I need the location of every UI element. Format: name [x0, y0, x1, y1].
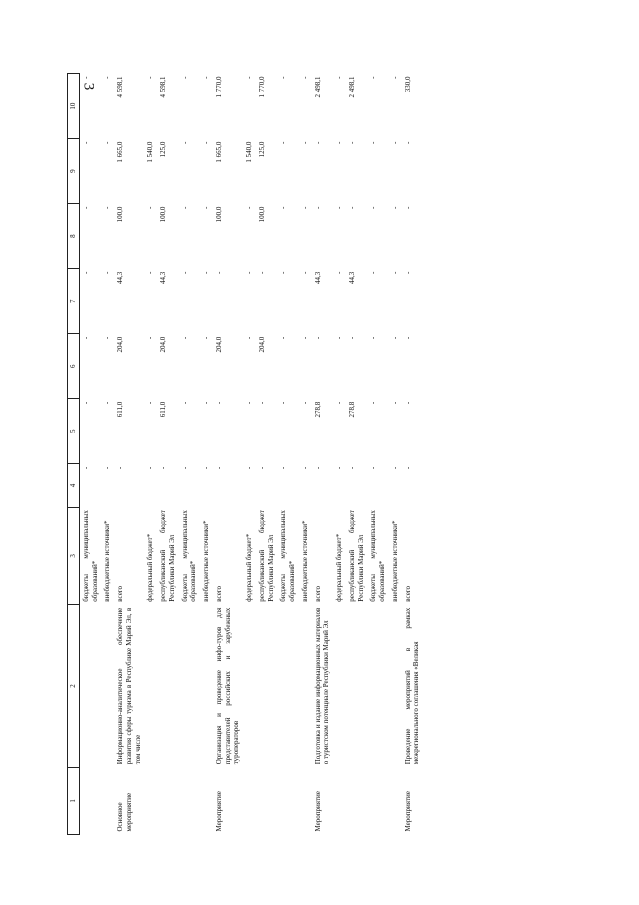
cell-col-3: внебюджетные источники*: [390, 520, 399, 602]
table-row: [389, 74, 402, 835]
cell-col-2: [346, 605, 368, 768]
cell-col-4: -: [146, 466, 155, 470]
cell-col-2: [101, 605, 114, 768]
table-row: [243, 74, 256, 835]
col-header-6: 6: [68, 334, 80, 399]
cell-col-7: -: [279, 271, 288, 275]
table-row: [256, 74, 278, 835]
cell-col-1: Основное мероприятие: [116, 792, 133, 832]
cell-col-7: -: [369, 271, 378, 275]
cell-col-5: -: [300, 401, 309, 405]
cell-col-3: федеральный бюджет*: [146, 533, 155, 602]
table-row: [179, 74, 201, 835]
cell-col-9: 1 665,0: [214, 141, 223, 163]
table-row: [346, 74, 368, 835]
cell-col-6: 204,0: [214, 336, 223, 353]
col-header-5: 5: [68, 399, 80, 464]
cell-col-3: федеральный бюджет*: [335, 533, 343, 602]
cell-col-6: -: [202, 336, 210, 340]
cell-col-6: 204,0: [159, 336, 167, 353]
cell-col-9: -: [403, 141, 412, 144]
cell-col-8: -: [347, 206, 356, 209]
cell-col-7: -: [403, 271, 412, 275]
cell-col-6: -: [279, 336, 288, 340]
cell-col-10: 1 770,0: [257, 76, 266, 98]
cell-col-3: всего: [313, 585, 322, 602]
cell-col-3: бюджеты муниципальных образований*: [369, 510, 386, 602]
table-row: [114, 74, 144, 835]
cell-col-10: -: [202, 76, 210, 79]
cell-col-10: 1 770,0: [214, 76, 223, 98]
cell-col-9: -: [300, 141, 309, 144]
col-header-9: 9: [68, 139, 80, 204]
cell-col-10: -: [245, 76, 253, 79]
cell-col-2: Проведение мероприятий в рамках межрегионального соглашения «Великая: [403, 607, 421, 765]
cell-col-6: -: [335, 336, 343, 340]
cell-col-7: -: [390, 271, 399, 275]
cell-col-8: 100,0: [116, 206, 124, 223]
cell-col-5: 611,0: [116, 401, 124, 418]
cell-col-8: -: [313, 206, 322, 209]
cell-col-7: -: [202, 271, 210, 275]
cell-col-6: 204,0: [257, 336, 266, 353]
cell-col-6: -: [369, 336, 378, 340]
cell-col-3: бюджеты муниципальных образований*: [81, 510, 99, 602]
cell-col-3: внебюджетные источники*: [300, 520, 309, 602]
table-row: [200, 74, 213, 835]
cell-col-2: [299, 605, 312, 768]
cell-col-3: внебюджетные источники*: [103, 520, 112, 602]
cell-col-3: федеральный бюджет*: [245, 533, 253, 602]
cell-col-8: -: [390, 206, 399, 209]
cell-col-3: всего: [116, 585, 124, 602]
table-row: [367, 74, 389, 835]
cell-col-7: -: [146, 271, 155, 275]
cell-col-9: -: [369, 141, 378, 144]
cell-col-8: -: [403, 206, 412, 209]
cell-col-6: 204,0: [116, 336, 124, 353]
cell-col-10: 4 598,1: [159, 76, 167, 98]
cell-col-3: республиканский бюджет Республики Марий Эл: [159, 510, 176, 602]
cell-col-5: -: [103, 401, 112, 405]
cell-col-7: -: [180, 271, 189, 275]
cell-col-1: [101, 767, 114, 834]
cell-col-5: -: [279, 401, 288, 405]
cell-col-1: [157, 767, 179, 834]
cell-col-3: всего: [403, 585, 412, 602]
cell-col-7: 44,3: [347, 271, 356, 284]
cell-col-6: -: [313, 336, 322, 340]
cell-col-5: -: [335, 401, 343, 405]
cell-col-5: -: [214, 401, 223, 405]
cell-col-10: 330,0: [403, 76, 412, 93]
cell-col-8: -: [245, 206, 253, 209]
cell-col-8: -: [335, 206, 343, 209]
cell-col-5: -: [403, 401, 412, 405]
table-row: [213, 74, 243, 835]
cell-col-10: -: [390, 76, 399, 79]
cell-col-2: [157, 605, 179, 768]
cell-col-8: 100,0: [159, 206, 167, 223]
budget-table-rotated: [67, 73, 451, 835]
cell-col-1: Мероприятие: [214, 791, 223, 832]
cell-col-7: 44,3: [313, 271, 322, 284]
cell-col-2: [333, 605, 346, 768]
cell-col-8: 100,0: [257, 206, 266, 223]
cell-col-10: -: [300, 76, 309, 79]
col-header-4: 4: [68, 464, 80, 507]
cell-col-3: бюджеты муниципальных образований*: [279, 510, 296, 602]
cell-col-10: -: [369, 76, 378, 79]
cell-col-2: [367, 605, 389, 768]
cell-col-1: [144, 767, 157, 834]
cell-col-8: -: [300, 206, 309, 209]
cell-col-5: -: [257, 401, 266, 405]
cell-col-9: -: [335, 141, 343, 144]
cell-col-6: -: [390, 336, 399, 340]
cell-col-10: -: [81, 76, 90, 79]
cell-col-5: 278,8: [313, 401, 322, 418]
cell-col-6: -: [300, 336, 309, 340]
cell-col-1: [200, 767, 213, 834]
cell-col-8: -: [202, 206, 210, 209]
cell-col-9: -: [390, 141, 399, 144]
table-row: [79, 74, 101, 835]
budget-table: [67, 73, 423, 835]
cell-col-5: -: [180, 401, 189, 405]
cell-col-8: -: [180, 206, 189, 209]
table-row: [333, 74, 346, 835]
cell-col-3: всего: [214, 585, 223, 602]
cell-col-7: -: [214, 271, 223, 275]
cell-col-4: -: [245, 466, 253, 470]
cell-col-5: -: [202, 401, 210, 405]
cell-col-1: Мероприятие: [313, 791, 322, 832]
cell-col-10: -: [103, 76, 112, 79]
cell-col-2: Организация и проведение инфо-туров для представителей российских и зарубежных туроператоров: [214, 607, 241, 765]
cell-col-5: -: [81, 401, 90, 405]
col-header-3: 3: [68, 507, 80, 605]
cell-col-10: 4 598,1: [116, 76, 124, 98]
table-row: [277, 74, 299, 835]
cell-col-4: -: [300, 466, 309, 470]
table-body: [79, 74, 423, 835]
cell-col-5: -: [146, 401, 155, 405]
cell-col-6: -: [180, 336, 189, 340]
cell-col-9: -: [347, 141, 356, 144]
table-row: [402, 74, 424, 835]
cell-col-1: [346, 767, 368, 834]
cell-col-10: 2 498,1: [347, 76, 356, 98]
cell-col-5: 611,0: [159, 401, 167, 418]
cell-col-9: 125,0: [159, 141, 167, 158]
table-row: [157, 74, 179, 835]
cell-col-6: -: [103, 336, 112, 340]
cell-col-9: 1 540,0: [146, 141, 155, 163]
table-row: [312, 74, 334, 835]
cell-col-7: 44,3: [159, 271, 167, 284]
cell-col-2: [179, 605, 201, 768]
cell-col-7: -: [81, 271, 90, 275]
cell-col-10: 2 498,1: [313, 76, 322, 98]
cell-col-5: -: [245, 401, 253, 405]
cell-col-7: -: [335, 271, 343, 275]
cell-col-10: -: [146, 76, 155, 79]
col-header-10: 10: [68, 74, 80, 139]
cell-col-1: [299, 767, 312, 834]
cell-col-8: -: [103, 206, 112, 209]
cell-col-4: -: [335, 466, 343, 470]
cell-col-8: 100,0: [214, 206, 223, 223]
cell-col-3: внебюджетные источники*: [202, 520, 210, 602]
cell-col-4: -: [81, 466, 90, 470]
col-header-1: 1: [68, 767, 80, 834]
cell-col-9: 1 665,0: [116, 141, 124, 163]
cell-col-4: -: [279, 466, 288, 470]
table-row: [144, 74, 157, 835]
cell-col-4: -: [390, 466, 399, 470]
cell-col-2: [243, 605, 256, 768]
cell-col-1: [389, 767, 402, 834]
cell-col-7: 44,3: [116, 271, 124, 284]
cell-col-1: [243, 767, 256, 834]
cell-col-6: -: [347, 336, 356, 340]
cell-col-10: -: [335, 76, 343, 79]
cell-col-8: -: [369, 206, 378, 209]
cell-col-2: Подготовка и издание информационных материалов о туристском потенциале Республики Марий Эл: [313, 607, 331, 765]
cell-col-2: [200, 605, 213, 768]
cell-col-8: -: [279, 206, 288, 209]
cell-col-9: -: [81, 141, 90, 144]
cell-col-5: 278,8: [347, 401, 356, 418]
cell-col-3: республиканский бюджет Республики Марий Эл: [257, 510, 275, 602]
cell-col-9: -: [180, 141, 189, 144]
cell-col-7: -: [103, 271, 112, 275]
cell-col-1: [179, 767, 201, 834]
cell-col-4: -: [369, 466, 378, 470]
cell-col-6: -: [245, 336, 253, 340]
cell-col-8: -: [146, 206, 155, 209]
cell-col-4: -: [103, 466, 112, 470]
cell-col-9: -: [103, 141, 112, 144]
cell-col-9: 125,0: [257, 141, 266, 158]
cell-col-4: -: [202, 466, 210, 470]
cell-col-2: [79, 605, 101, 768]
cell-col-4: -: [313, 466, 322, 470]
cell-col-4: -: [347, 466, 356, 470]
table-row: [101, 74, 114, 835]
cell-col-9: -: [202, 141, 210, 144]
cell-col-9: -: [279, 141, 288, 144]
cell-col-3: бюджеты муниципальных образований*: [180, 510, 198, 602]
cell-col-9: -: [313, 141, 322, 144]
cell-col-5: -: [369, 401, 378, 405]
cell-col-4: -: [403, 466, 412, 470]
cell-col-4: -: [159, 466, 167, 470]
cell-col-8: -: [81, 206, 90, 209]
cell-col-10: -: [279, 76, 288, 79]
cell-col-7: -: [257, 271, 266, 275]
cell-col-10: -: [180, 76, 189, 79]
cell-col-1: [367, 767, 389, 834]
cell-col-1: [333, 767, 346, 834]
cell-col-4: -: [116, 466, 124, 470]
col-header-2: 2: [68, 605, 80, 768]
col-header-7: 7: [68, 269, 80, 334]
cell-col-1: Мероприятие: [403, 791, 412, 832]
cell-col-2: [256, 605, 278, 768]
cell-col-2: [144, 605, 157, 768]
cell-col-5: -: [390, 401, 399, 405]
page-number: 3: [80, 82, 97, 91]
cell-col-3: республиканский бюджет Республики Марий Эл: [347, 510, 365, 602]
cell-col-7: -: [245, 271, 253, 275]
cell-col-2: [277, 605, 299, 768]
cell-col-2: [389, 605, 402, 768]
cell-col-1: [277, 767, 299, 834]
cell-col-6: -: [146, 336, 155, 340]
cell-col-2: Информационно-аналитическое обеспечение развития сферы туризма в Республике Марий Эл, в том числе: [116, 607, 142, 765]
cell-col-9: 1 540,0: [245, 141, 253, 163]
cell-col-4: -: [214, 466, 223, 470]
column-number-row: [68, 74, 80, 835]
cell-col-4: -: [180, 466, 189, 470]
cell-col-1: [256, 767, 278, 834]
table-row: [299, 74, 312, 835]
cell-col-1: [79, 767, 101, 834]
col-header-8: 8: [68, 204, 80, 269]
cell-col-7: -: [300, 271, 309, 275]
cell-col-4: -: [257, 466, 266, 470]
cell-col-6: -: [403, 336, 412, 340]
cell-col-6: -: [81, 336, 90, 340]
